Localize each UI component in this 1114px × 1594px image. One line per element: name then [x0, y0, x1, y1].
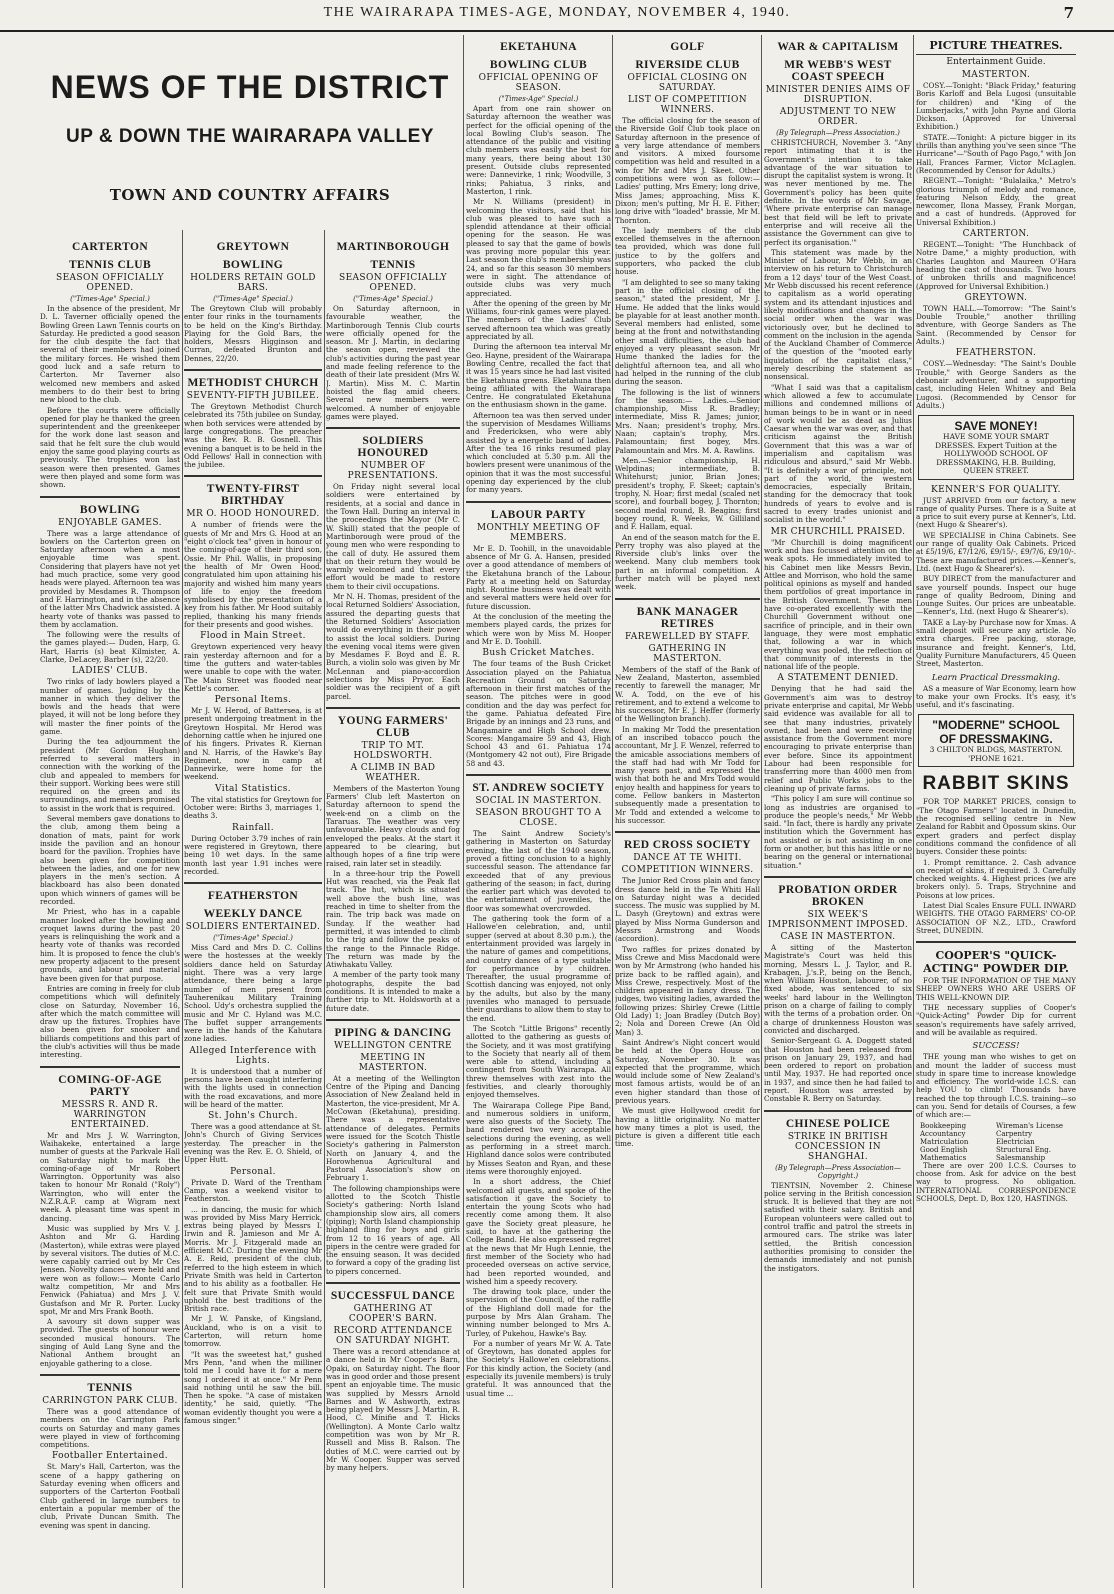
kenner-ad: TAKE a Lay-by Purchase now for Xmas. A small deposit will secure any article. No extra charges. Free packing, storage, insurance and freight. Kenner's, Ltd, Quality Furniture Manufacturers, 45 Queen Street, Masterton.: [916, 617, 1076, 669]
article-paragraph: There was a large attendance of bowlers on the Carterton green on Saturday afternoon when a most enjoyable time was spent. Considering that players have not yet had much practice, some very good heads were played. Afternoon tea was provided by Mesdames R. Thompson and F. Harrington, and in the absence of the latter Mrs Chadwick assisted. A hearty vote of thanks was passed to them by acclamation.: [40, 528, 180, 629]
article-paragraph: TIENTSIN, November 2. Chinese police serving in the British concession struck. It is believed that they are not satisfied with their salary. British and European volunteers were called out to control traffic and patrol the streets in armoured cars. The strike was later settled, the British concession authorities promising to consider the demands immediately and not punish the instigators.: [764, 1180, 912, 1273]
article-paragraph: A savoury sit down supper was provided. The guests of honour were seconded musical honours. The singing of Auld Lang Syne and the National Anthem brought an enjoyable gathering to a close.: [40, 1317, 180, 1368]
article-paragraph: In a three-hour trip the Powell Hut was reached, via the Peak flat track. The hut, which is situated well above the bush line, was reached in time to shelter from the rain. The trip back was made on Sunday. If the weather had permitted, it was intended to climb to the trig and follow the peaks of the range to the Pinnacle Ridge. The return was made by the Atiwhakatu Valley.: [326, 868, 460, 970]
article-paragraph: The Wairarapa College Pipe Band, and numerous soldiers in uniform, were also guests of the Society. The band rendered two very acceptable selections during the evening, as well as performing in a street march. Highland dance solos were contributed by Misses Seaton and Ryan, and these items were thoroughly enjoyed.: [466, 1100, 611, 1176]
article-paragraph: Two rinks of lady bowlers played a number of games. Judging by the manner in which they deliver the bowls and the heads that were played, it will not be long before they will master the finer points of the game.: [40, 677, 180, 737]
article-subhead: ADJUSTMENT TO NEW ORDER.: [779, 107, 897, 127]
article-subhead: Personal Items.: [214, 695, 292, 706]
course-item: Structural Eng.: [996, 1145, 1052, 1154]
section-rule: [184, 475, 322, 477]
kenner-ad: BUY DIRECT from the manufacturer and save yourself pounds. Inspect our huge range of quality Bedroom, Dining and Lounge Suites. Our prices are unbeatable.—Kenner's, Ltd. (next Hugo & Shearer's).: [916, 574, 1076, 617]
cinema-listing: COSY.—Tonight: "Black Friday," featuring Boris Karloff and Bela Lugosi (unsuitable for children) and "King of the Lumberjacks," with John Payne and Gloria Dickson. (Approved for Universal Exhibition.): [916, 81, 1076, 132]
article-paragraph: The Saint Andrew Society's gathering in Masterton on Saturday evening, the last of the 1940 season, proved a fitting conclusion to a highly successful season. The attendance far exceeded that of any previous gathering of the season; in fact, during the earlier part which was devoted to the entertainment of juveniles, the floor was somewhat overcrowded.: [466, 829, 611, 913]
article-paragraph: Men.—Senior championship, H. Welpdinas; intermediate, B. Whitehurst; junior, Brian Jones; president's trophy, F. Skeet; captain's trophy, N. Hoar; first medal (scaled net score), and fourball bogey, J. Thornton; second medal round, B. Beagins; first bogey round, R. Weeks, W. Gilliland and F. Hallam, equal.: [615, 455, 760, 532]
section-rule: [326, 707, 460, 709]
article-paragraph: The Junior Red Cross plain and fancy dress dance held in the Te Whiti Hall on Saturday night was a decided success. The music was supplied by M. L. Dasyh (Greytown) and extras were played by Miss Norma Gunderson and Messrs Armstrong and Woods (accordion).: [615, 876, 760, 944]
article-headline: GOLF: [670, 41, 705, 53]
article-subhead: CASE IN MASTERTON.: [780, 931, 896, 942]
article-paragraph: A sitting of the Masterton Magistrate's Court was held this morning, Messrs L. J. Taylor, and R. Krabagen, J.'s.P., being on the Bench, when William Houston, labourer, of no fixed abode, was sentenced to six weeks' hard labour in the Wellington prison on a charge of failing to comply with the terms of a probation order. On a charge of drunkenness Houston was convicted and discharged.: [764, 942, 912, 1035]
column-greytown: [184, 235, 322, 1588]
kenner-ad: WE SPECIALISE in China Cabinets. See our range of quality Oak Cabinets. Priced at £5/19/6, £7/12/6, £9/15/-, £9/7/6, £9/10/-. These are manufactured prices.—Kenner's, Ltd. (next Hugo & Shearer's).: [916, 530, 1076, 573]
masthead-title: NEWS OF THE DISTRICT: [50, 69, 450, 105]
cinema-listing: REGENT.—Tonight: "The Hunchback of Notre Dame," a mighty production, with Charles Laughton and Maureen O'Hara heading the cast of thousands. Two hours of unbroken thrills and magnificence! (Approved for Universal Exhibition.): [916, 240, 1076, 291]
article-headline: TENNIS CLUB: [68, 259, 152, 271]
article-subhead: LADIES' CLUB.: [72, 666, 148, 677]
article-subhead: OFFICIAL OPENING OF SEASON.: [478, 73, 599, 93]
article-credit: (By Telegraph—Press Association—Copyright.): [775, 1163, 901, 1180]
article-paragraph: The following is the list of winners for the season:— Ladies.—Senior championship, Miss R. Bradley; intermediate, Miss R. James; junior, Mrs. Naan; president's trophy, Mrs. Naan; captain's trophy, Mrs. Palamountain; first bogey, Mrs. Palamountain and Mrs. M. A. Rawlins.: [615, 387, 760, 455]
section-rule: [184, 882, 322, 884]
article-paragraph: Members of the staff of the Bank of New Zealand, Masterton, assembled recently to farewell the manager, Mr W. A. Todd, on the eve of his retirement, and to extend a welcome to his successor, Mr E. J. Heffer (formerly of the Wellington branch).: [615, 664, 760, 724]
article-paragraph: "What I said was that a capitalism which allowed a few to accumulate millions and condemned millions of human beings to be in want or in need of work would be as dead as Julius Caesar when the war was over, and that criticism against the British Government that this was a war of imperialism and capitalism was ridiculous and absurd," said Mr Webb. "It is definitely a war of principle, not part of the world, the western democracies, especially Britain, standing for the democracy that took hundreds of years to evolve and is sacred to every trades unionist and socialist in the world.": [764, 382, 912, 525]
article-paragraph: The Greytown Methodist Church celebrated its 75th jubilee on Sunday, when both services were attended by large congregations. The preacher was the Rev. R. B. Gosnell. This evening a banquet is to be held in the Odd Fellows' Hall in connection with the jubilee.: [184, 402, 322, 470]
article-subhead: GATHERING AT COOPER'S BARN.: [348, 1304, 438, 1325]
section-rule: [466, 501, 611, 503]
article-credit: ("Times-Age" Special.): [498, 95, 579, 103]
article-subhead: SEASON OFFICIALLY OPENED.: [56, 273, 164, 293]
section-rule: [184, 369, 322, 371]
article-subhead: Vital Statistics.: [214, 783, 292, 794]
article-paragraph: Music was supplied by Mrs V. J. Ashton and Mr G. Harding (Masterton), while extras were played by several visitors. The duties of M.C. were capably carried out by Mr Ces Jensen. Novelty dances were held and were won as follow:— Monte Carlo waltz competition, Mr and Mrs Fenwick (Pahiatua) and Mrs J. V. Gustafson and Mr R. Porter. Lucky spot, Mr and Mrs Frank Booth.: [40, 1223, 180, 1316]
courses-list: [916, 1122, 1076, 1162]
article-subhead: Alleged Interference with Lights.: [189, 1045, 317, 1066]
column-rule: [463, 35, 464, 1588]
dressmaking-address: 3 CHILTON BLDGS, MASTERTON. 'PHONE 1621.: [929, 745, 1063, 763]
article-headline: SUCCESSFUL DANCE: [330, 1290, 456, 1303]
course-item: Carpentry: [996, 1129, 1033, 1138]
article-headline: TENNIS: [87, 1381, 133, 1394]
rabbit-skins-body: FOR TOP MARKET PRICES, consign to "The Otago Farmers" located in Dunedin, the recognised selling centre in New Zealand for Rabbit and Opossum skins. Our expert graders and perfect display conditions command the confidence of all buyers. Consider these points:: [916, 797, 1076, 857]
article-paragraph: Mr N. H. Thomas, president of the local Returned Soldiers' Association, assured the departing guests that the Returned Soldiers' Association would do everything in their power to assist the local soldiers. During the evening vocal items were given by Mesdames F. Boyd and E. R. Burch, a violin solo was given by Mr McLennan and piano-accordion selections by Miss Pryor. Each soldier was the recipient of a gift parcel.: [326, 592, 460, 701]
article-paragraph: ... in dancing, the music for which was provided by Miss Mary Herrick, extras being played by Messrs I. Irwin and R. Jamieson and Mr A. Morris. Mr J. Fitzgerald made an efficient M.C. During the evening Mr A. E. Reid, president of the club, referred to the high esteem in which Private Smith was held in Carterton and to his ability as a footballer. He felt sure that Private Smith would uphold the best traditions of the British race.: [184, 1204, 322, 1314]
masthead: [40, 35, 460, 230]
article-headline: ST. ANDREW SOCIETY: [472, 782, 605, 795]
article-subhead: MR CHURCHILL PRAISED.: [770, 526, 906, 537]
article-credit: ("Times-Age" Special.): [70, 295, 150, 303]
advertisements-column: [916, 35, 1076, 1588]
page-header-title: THE WAIRARAPA TIMES-AGE, MONDAY, NOVEMBER 4, 1940.: [323, 5, 791, 20]
article-paragraph: "It was the sweetest hat," gushed Mrs Penn, "and when the milliner told me I could have it for a mere song I ordered it at once." Mr Penn said nothing until he saw the bill. Then he spoke. "A case of mistaken identity," he said, quietly. "The woman evidently thought you were a famous singer.": [184, 1349, 322, 1425]
column-rule: [324, 230, 325, 1588]
cinema-town: FEATHERSTON.: [955, 348, 1037, 359]
article-headline: PIPING & DANCING: [334, 1026, 452, 1039]
article-subhead: Bush Cricket Matches.: [482, 648, 595, 659]
article-paragraph: Saint Andrew's Night concert would be held at the Opera House on Saturday, November 30. It was expected that the programme, which would include some of New Zealand's most famous artists, would be of an even higher standard than those of previous years.: [615, 1037, 760, 1105]
column-war-capitalism: [764, 35, 912, 1588]
article-paragraph: The four teams of the Bush Cricket Association played on the Pahiatua Recreation Ground on Saturday afternoon in their first matches of the season. The pitches were in good condition and the day was perfect for the game. Pahiatua defeated Fire Brigade by an innings and 23 runs, and Mangamaire and High School drew. Scores: Mangamaire 59 and 43, High School 43 and 61. Pahiatua 174 (Montgomery 42 not out), Fire Brigade 58 and 43.: [466, 659, 611, 768]
article-headline: COMING-OF-AGE PARTY: [58, 1073, 162, 1098]
article-paragraph: Members of the Masterton Young Farmers' Club left Masterton on Saturday afternoon to spend the week-end on a climb on the Tararuas. The weather was very unfavourable. Heavy clouds and fog enveloped the peaks. At the start it appeared to be clearing, but although hopes of a fine trip were raised, rain later set in steadily.: [326, 783, 460, 868]
cooper-lead: FOR THE INFORMATION OF THE MANY SHEEP OWNERS WHO ARE USERS OF THIS WELL-KNOWN DIP.: [916, 976, 1076, 1002]
article-credit: ("Times-Age" Special.): [353, 295, 433, 303]
section-rule: [916, 941, 1076, 943]
article-paragraph: The following were the results of the games played:— Duden, Harp, G. Hart, Harris (s) beat Kilmister, A. Clarke, DeLacey, Barber (s), 22/20.: [40, 630, 180, 664]
article-paragraph: Mr and Mrs J. W. Warrington, Waihakeke, entertained a large number of guests at the Parkvale Hall on Saturday night to mark the coming-of-age of Mr Robert Warrington. Opportunity was also taken to honour Mr Ronald ("Roly") Warrington, who will enter the N.Z.R.A.F. camp at Wigram next week. A pleasant time was spent in dancing.: [40, 1130, 180, 1223]
article-paragraph: "Mr Churchill is doing magnificent work and has focussed attention on the weak spots. He immediately invited to his Cabinet men like Messrs Bevin, Attlee and Morrison, who hold the same political opinions as myself and handed them portfolios of great importance in the British Government. These men have co-operated excellently with the Churchill Government without one sacrifice of principle, and in their own language, they were most emphatic that, following a war in which everything was pooled, the reflection of that community of interests in the national life of the people.: [764, 537, 912, 672]
article-subhead: FAREWELLED BY STAFF.: [624, 631, 751, 642]
section-rule: [615, 598, 760, 600]
course-item: Matriculation: [920, 1137, 969, 1146]
article-subhead: OFFICIAL CLOSING ON SATURDAY.: [627, 73, 748, 93]
article-paragraph: Entries are coming in freely for club competitions which will definitely close on Saturday, November 16, after which the match committee will draw up the fixtures. Trophies have also been given for snooker and billiards competitions and this part of the club's activities will thus be made interesting.: [40, 983, 180, 1060]
article-paragraph: Apart from one rain shower on Saturday afternoon the weather was perfect for the official opening of the local Bowling Club's season. The attendance of the public and visiting club members was easily the best for many years, there being about 130 present. Outside clubs represented were: Dannevirke, 1 rink; Woodville, 3 rinks; Pahiatua, 3 rinks, and Masterton, 1 rink.: [466, 104, 611, 196]
kenner-title: KENNER'S FOR QUALITY.: [931, 484, 1061, 495]
article-paragraph: The Greytown Club will probably enter four rinks in the tournaments to be held on the King's Birthday. Playing for the Gold Bars, the holders, Messrs Higginson and Curran, defeated Brunton and Dennes, 22/20.: [184, 304, 322, 363]
article-paragraph: Senior-Sergeant G. A. Doggett stated that Houston had been released from prison on January 29, 1937, and had been ordered to report on probation until May, 1937. He had reported once in 1937, and since then he had failed to report. Houston was arrested by Constable R. Berry on Saturday.: [764, 1036, 912, 1104]
article-paragraph: In the absence of the president, Mr D. L. Taverner officially opened the Bowling Green Lawn Tennis courts on Saturday. He predicted a good season for the club despite the fact that several of their members had joined the military forces. He wished them good luck and a safe return to Carterton. Mr Taverner also welcomed new members and asked members to do their best to bring new blood to the club.: [40, 304, 180, 405]
article-credit: ("Times-Age" Special.): [213, 295, 293, 303]
cinema-town: CARTERTON.: [962, 229, 1030, 240]
article-paragraph: CHRISTCHURCH, November 3. "Any report intimating that it is the Government's intention to take advantage of the war situation to disrupt the capitalist system is wrong. It was never mentioned by me. The Government's policy has been quite definite. In the words of Mr Savage, 'Where private enterprise can manage best that field will be left to private enterprise and will receive all the assistance the Government can give to perfect its organisation.'": [764, 138, 912, 247]
course-item: Salesmanship: [996, 1153, 1046, 1162]
save-money-body: HAVE SOME YOUR SMART DRESSES. Expert Tuition at the HOLLYWOOD SCHOOL OF DRESSMAKING, H.B. Building, QUEEN STREET.: [935, 432, 1057, 476]
article-paragraph: St. Mary's Hall, Carterton, was the scene of a happy gathering on Saturday evening when officers and supporters of the Carterton Football Club gathered in large numbers to entertain a popular member of the club, Private Duncan Smith. The evening was spent in dancing.: [40, 1462, 180, 1530]
article-subhead: COMPETITION WINNERS.: [621, 865, 754, 876]
article-paragraph: There was a good attendance at St. John's Church of Giving Services yesterday. The preacher in the evening was the Rev. E. O. Shield, of Upper Hutt.: [184, 1122, 322, 1165]
article-paragraph: In a short address, the Chief welcomed all guests, and spoke of the satisfaction it gave the Society to entertain the young Scots who had recently come among them. It also gave the Society great pleasure, he said, to have at the gathering the College Band. He also expressed regret at the news that Mr Hugh Lennie, the first member of the Society who had proceeded overseas on active service, had been reported wounded, and wished him a speedy recovery.: [466, 1177, 611, 1286]
rabbit-skins-title: RABBIT SKINS: [922, 773, 1070, 795]
cinema-title: PICTURE THEATRES.: [916, 39, 1076, 55]
article-subhead: St. John's Church.: [208, 1111, 298, 1122]
article-subhead: SEASON BROUGHT TO A CLOSE.: [475, 808, 602, 829]
article-paragraph: The following championships were allotted to the Scotch Thistle Society's gathering: North Island championship slow airs, all comers (piping); North Island championship highland fling for boys and girls from 12 to 16 years of age. All pipers in the centre were graded for the ensuing season. It was decided to forward a copy of the grading list to pipers concerned.: [326, 1183, 460, 1276]
cinema-listing: TOWN HALL.—Tomorrow: "The Saint's Double Trouble," another thrilling adventure, with George Sanders as The Saint. (Recommended by Censor for Adults.): [916, 303, 1076, 347]
article-subhead: NUMBER OF PRESENTATIONS.: [347, 461, 439, 482]
course-item: Bookkeeping: [920, 1121, 967, 1130]
article-paragraph: "This policy I am sure will continue so long as industries are organised to produce the people's needs," Mr Webb said. "In fact, there is hardly any private institution which the Government has not assisted or is not assisting in one form or another, but this has little or no bearing on the general or international situation.": [764, 794, 912, 870]
article-headline: METHODIST CHURCH: [187, 377, 319, 390]
article-subhead: GATHERING IN MASTERTON.: [648, 643, 727, 664]
column-martinborough: [326, 235, 460, 1588]
success-body: THE young man who wishes to get on and mount the ladder of success must study in spare time to increase knowledge and efficiency. The world-wide I.C.S. can help YOU to climb! Thousands have reached the top through I.C.S. training—so can you. Send for details of Courses, a few of which are:—: [916, 1052, 1076, 1120]
article-subhead: RECORD ATTENDANCE ON SATURDAY NIGHT.: [333, 1326, 453, 1347]
success-title: SUCCESS!: [972, 1041, 1020, 1052]
column-rule: [913, 35, 914, 1588]
cooper-title: COOPER'S "QUICK-ACTING" POWDER DIP.: [923, 949, 1069, 976]
article-headline: BOWLING: [222, 259, 284, 271]
course-item: Accountancy: [920, 1129, 966, 1138]
article-paragraph: During the afternoon tea interval Mr Geo. Hayne, president of the Wairarapa Bowling Centre, recalled the fact that it was 15 years since he had last visited the Eketahuna greens. Eketahuna then being affiliated with the Wairarapa Centre. He congratulated Eketahuna on the enthusiasm shown in the game.: [466, 342, 611, 410]
cinema-subtitle: Entertainment Guide.: [946, 57, 1046, 67]
article-headline: MARTINBOROUGH: [336, 241, 450, 253]
article-headline: BOWLING: [79, 503, 141, 516]
article-subhead: SEASON OFFICIALLY OPENED.: [339, 273, 447, 293]
article-paragraph: An end of the season match for the E. Perry trophy was also played at the Riverside club's links over the weekend. Many club members took part in an informal competition. A further match will be played next week.: [615, 532, 760, 592]
article-headline: BOWLING CLUB: [489, 59, 588, 71]
article-paragraph: It is understood that a number of persons have been caught interfering with the lights used in connection with the road excavations, and more will be heard of the matter.: [184, 1066, 322, 1109]
article-paragraph: Private D. Ward of the Trentham Camp, was a weekend visitor to Featherston.: [184, 1177, 322, 1204]
article-subhead: MONTHLY MEETING OF MEMBERS.: [476, 522, 601, 543]
article-subhead: Flood in Main Street.: [200, 631, 306, 642]
article-paragraph: Two raffles for prizes donated by Miss Crewe and Miss Macdonald were won by Mr Armstrong (who handed his prize back to be raffled again), and Miss Crewe, respectively. Most of the children appeared in fancy dress. The judges, two visiting ladies, awarded the following prizes: Shirley Crewe (Little Old Lady) 1; Joan Bradley (Dutch Boy) 2; Nola and Doreen Crewe (An Old Man) 3.: [615, 944, 760, 1037]
dressmaking-school-ad: [918, 714, 1074, 767]
article-paragraph: The official closing for the season of the Riverside Golf Club took place on Saturday afternoon in the presence of a very large attendance of members and visitors. A mixed foursome competition was held and resulted in a win for Mr and Mrs J. Skeet. Other competitions were won as follow:— Ladies' putting, Mrs Emery; long drive, Miss James; approaching, Miss K. Dixon; men's putting, Mr H. E. Fither; long drive with "loaded" brassie, Mr M. Thornton.: [615, 116, 760, 225]
article-headline: PROBATION ORDER BROKEN: [778, 883, 898, 908]
article-headline: GREYTOWN: [216, 241, 290, 253]
article-subhead: WELLINGTON CENTRE: [334, 1040, 452, 1051]
article-subhead: A CLIMB IN BAD WEATHER.: [350, 762, 436, 783]
article-headline: RED CROSS SOCIETY: [624, 839, 751, 852]
article-headline: BANK MANAGER RETIRES: [636, 605, 739, 630]
article-paragraph: "I am delighted to see so many taking part in the official closing of the season," stated the president, Mr J. Hume. He added that the links would be playable for at least another month. Several members had enlisted, some being at the front and notwithstanding other small difficulties, the club had enjoyed a very pleasant season. Mr Hume thanked the ladies for the delightful afternoon tea, and all who had helped in the running of the club during the season.: [615, 277, 760, 387]
course-item: Wireman's License: [996, 1121, 1064, 1130]
section-rule: [40, 1374, 180, 1376]
course-item: Electrician: [996, 1137, 1035, 1146]
article-subhead: DANCE AT TE WHITI.: [633, 853, 742, 864]
article-paragraph: Several members gave donations to the club, among them being a donation of mats, paint for work inside the pavilion and an honour board for the pavilion. Trophies have also been given for competition between the ladies, and one for new players in the men's section. A blackboard has also been donated upon which winners of games will be recorded.: [40, 814, 180, 906]
article-subhead: SOCIAL IN MASTERTON.: [475, 796, 602, 807]
article-headline: LABOUR PARTY: [490, 508, 587, 521]
cinema-town: GREYTOWN.: [964, 292, 1028, 303]
cooper-body: THE necessary supplies of Cooper's "Quick-Acting" Powder Dip for current season's requirements have safely arrived, and will be available as required.: [916, 1003, 1076, 1037]
section-rule: [326, 1282, 460, 1284]
article-paragraph: Afternoon tea was then served under the supervision of Mesdames Williams and Fredericksen, who were ably assisted by a energetic band of ladies. After the tea 16 rinks resumed play which concluded at 5.30 p.m. All the bowlers present were unanimous of the opinion that it was the most successful opening day experienced by the club for many years.: [466, 410, 611, 495]
article-paragraph: During October 3.79 inches of rain were registered in Greytown, there being 10 wet days. In the same month last year 1.91 inches were recorded.: [184, 833, 322, 876]
article-subhead: SOLDIERS ENTERTAINED.: [185, 922, 321, 933]
article-paragraph: The Scotch "Little Brigons" recently allotted to the gathering as guests of the Society, and it was most gratifying to the Society that nearly all of them were able to attend, including a contingent from South Wairarapa. All threw themselves with zest into the festivities, and clearly thoroughly enjoyed themselves.: [466, 1023, 611, 1100]
masthead-subtitle: UP & DOWN THE WAIRARAPA VALLEY: [66, 126, 434, 147]
dressmaking-title: Learn Practical Dressmaking.: [931, 672, 1061, 683]
article-paragraph: Mr E. D. Toohill, in the unavoidable absence of Mr G. A. Hansen, presided over a good attendance of members of the Eketahuna branch of the Labour Party at a meeting held on Saturday night. Routine business was dealt with and several matters were held over for future discussion.: [466, 543, 611, 611]
article-subhead: Rainfall.: [232, 822, 274, 833]
rabbit-skins-points: 1. Prompt remittance. 2. Cash advance on receipt of skins, if required. 3. Carefully checked weights. 4. Highest prices (we are brokers only). 5. Traps, Strychnine and Poisons at low prices.: [916, 857, 1076, 900]
article-paragraph: A member of the party took many photographs, despite the bad conditions. It is intended to make a further trip to Mt. Holdsworth at a future date.: [326, 970, 460, 1013]
article-paragraph: Mr Priest, who has in a capable manner looked after the bowling and croquet lawns during the past 20 years is relinquishing the work and a hearty vote of thanks was recorded him. It is proposed to fence the club's new property adjacent to the present grounds, and labour and material have been given for that purpose.: [40, 907, 180, 983]
section-rule: [326, 1019, 460, 1021]
article-paragraph: There was a record attendance at a dance held in Mr Cooper's Barn, Opaki, on Saturday night. The floor was in good order and those present spent an enjoyable time. The music was supplied by Messrs Arnold Barnes and W. Ashworth, extras being played by Messrs J. Martin, R. Hood, C. Minifie and T. Hicks (Wellington). A Monte Carlo waltz competition was won by Mr R. Russell and Miss B. Ralson. The duties of M.C. were carried out by Mr W. Cooper. Supper was served by many helpers.: [326, 1347, 460, 1473]
article-headline: EKETAHUNA: [500, 41, 577, 53]
article-paragraph: For a number of years Mr W. A. Tate of Greytown, has donated apples for the Society's Hallowe'en celebrations. For this kindly action, the Society (and especially its juvenile members) is truly grateful. It was announced that the usual time ...: [466, 1338, 611, 1398]
column-carterton: [40, 235, 180, 1588]
article-headline: CHINESE POLICE: [785, 1117, 891, 1130]
article-headline: TWENTY-FIRST BIRTHDAY: [206, 483, 300, 508]
article-credit: (By Telegraph—Press Association.): [776, 129, 900, 137]
article-paragraph: The drawing took place, under the supervision of the Council, of the raffle of the Highland doll made for the purpose by Mrs Alan Graham. The winning number belonged to Mrs A. Turley, of Pukehou, Hawke's Bay.: [466, 1287, 611, 1338]
article-paragraph: Denying that he had said the Government's aim was to destroy private enterprise and capital, Mr Webb said evidence was available for all to see that many industries, privately owned, had been and were receiving assistance from the Government more encouraging to private enterprise than ever before. Since its appointment Labour had been responsible for transferring more than 4000 men from relief and Public Works jobs to the cleaning up of private farms.: [764, 684, 912, 793]
article-subhead: MINISTER DENIES AIMS OF DISRUPTION.: [765, 85, 911, 105]
article-paragraph: At the conclusion of the meeting the members played cards, the prizes for which were won by Miss M. Hooper and Mr E. D. Toohill.: [466, 612, 611, 646]
article-headline: WEEKLY DANCE: [203, 908, 303, 921]
article-paragraph: Mr J. W. Panske, of Kingsland, Auckland, who is on a visit to Carterton, will return home tomorrow.: [184, 1314, 322, 1349]
article-subhead: Footballer Entertained.: [52, 1451, 168, 1462]
success-footer: There are over 200 I.C.S. Courses to choose from. Ask for advice on the best way to progress. No obligation. INTERNATIONAL CORRESPONDENCE SCHOOLS, Dept. D, Box 120, HASTINGS.: [916, 1160, 1076, 1203]
article-subhead: HOLDERS RETAIN GOLD BARS.: [190, 273, 316, 293]
article-paragraph: On Saturday afternoon, in favourable weather, the Martinborough Tennis Club courts were officially opened for the season. Mr J. Martin, in declaring the season open, reviewed the club's activities during the past year and made feeling reference to the death of their late president (Mrs W. J. Martin). Miss M. C. Martin hoisted the flag amid cheers. Several new members were welcomed. A number of enjoyable games were played.: [326, 304, 460, 421]
article-paragraph: At a meeting of the Wellington Centre of the Piping and Dancing Association of New Zealand held in Masterton, the vice-president, Mr A. McCowan (Eketahuna), presiding. There was a representative attendance of delegates. Permits were issued for the Scotch Thistle Society's gathering in Palmerston North on January 4, and the Horowhenua Agricultural and Pastoral Association's show on February 1.: [326, 1073, 460, 1183]
article-headline: SOLDIERS HONOURED: [357, 435, 429, 460]
article-headline: FEATHERSTON: [207, 890, 299, 903]
article-credit: ("Times-Age" Special.): [213, 934, 293, 943]
article-subhead: LIST OF COMPETITION WINNERS.: [627, 95, 748, 115]
section-rule: [764, 1110, 912, 1112]
section-rule: [466, 774, 611, 776]
article-paragraph: A number of friends were the guests of Mr and Mrs G. Hood at an "eight o'clock tea" given in honour of the coming-of-age of their third son, Ossie. Mr Phil. Wallis, in proposing the health of Mr Owen Hood, congratulated him upon attaining his majority and wished him many years of life to enjoy the freedom symbolised by the presentation of a key from his father. Mr Hood suitably replied, thanking his many friends for their presents and good wishes.: [184, 520, 322, 630]
article-paragraph: Mr J. W. Herod, of Battersea, is at present undergoing treatment in the Greytown Hospital. Mr Herod was dehorning cattle when he injured one of his fingers. Privates R. Kiernan and N. Harris, of the Hawke's Bay Regiment, now in camp at Dannevirke, were home for the weekend.: [184, 706, 322, 782]
article-headline: TENNIS: [370, 259, 416, 271]
course-item: Mathematics: [920, 1153, 967, 1162]
article-paragraph: The vital statistics for Greytown for October were: Births 3, marriages 1, deaths 3.: [184, 794, 322, 821]
article-subhead: TRIP TO MT. HOLDSWORTH.: [353, 740, 433, 761]
cinema-listing: COSY.—Wednesday: "The Saint's Double Trouble," with George Sanders as the debonair adventurer, and a supporting cast, including Helen Whitney and Bela Lugosi. (Recommended by Censor for Adults.): [916, 359, 1076, 410]
article-headline: RIVERSIDE CLUB: [635, 59, 740, 71]
article-subhead: CARRINGTON PARK CLUB.: [42, 1395, 178, 1406]
article-paragraph: This statement was made by the Minister of Labour, Mr Webb, in an interview on his return to Christchurch from a 12 days' tour of the West Coast. Mr Webb discussed his recent reference to capitalism as a world operating system and its attendant injustices and likely modifications and changes in the social order when the war was victoriously over, but he declined to comment on the inclusion in the agenda of the Auckland Chamber of Commerce of the question of the "mooted early liquidation of the capitalist class," merely describing the statement as nonsensical.: [764, 247, 912, 382]
article-paragraph: On Friday night several local soldiers were entertained by residents, at a social and dance in the Town Hall. During an interval in the proceedings the Mayor (Mr C. W. Skill) stated that the people of Martinborough were proud of the young men who were responding to the call of duty. He assured them that on their return they would be warmly welcomed and that every effort would be made to restore them to their civil occupations.: [326, 482, 460, 591]
save-money-ad: [918, 415, 1074, 480]
article-paragraph: Mr N. Williams (president) in welcoming the visitors, said that his club was pleased to have such a splendid attendance at their official opening for the season. He was pleased to say that the game of bowls was proving more popular this year. Last season the club's membership was 24, and so far this season 30 members were in sight. The attendance of outside clubs was very much appreciated.: [466, 197, 611, 298]
article-paragraph: Miss Card and Mrs D. C. Collins were the hostesses at the weekly soldiers dance held on Saturday night. There was a very large attendance, there being a large number of men present from Tauherenikau Military Training School. Udy's orchestra supplied the music and Mr C. Hyland was M.C. The buffet supper arrangements were in the hands of the Kahutara zone ladies.: [184, 943, 322, 1044]
dressmaking-body: AS a measure of War Economy, learn how to make your own Frocks. It's easy, it's useful, and it's fascinating.: [916, 683, 1076, 710]
article-paragraph: After the opening of the green by Mr Williams, four-rink games were played. The members of the Ladies' Club served afternoon tea which was greatly appreciated by all.: [466, 298, 611, 342]
column-rule: [761, 35, 762, 1588]
article-paragraph: During the tea adjournment the president (Mr Gordon Hughan) referred to several matters in connection with the working of the club and appealed to members for their support. Working bees were still required on the green and its surroundings, and members promised to assist in the work that is required.: [40, 737, 180, 813]
cinema-town: MASTERTON.: [961, 70, 1031, 80]
article-paragraph: In making Mr Todd the presentation of an inscribed tobacco pouch the accountant, Mr J. F. Wenzel, referred to the amicable associations members of the staff had had with Mr Todd for many years past, and expressed the wish that both he and Mrs Todd would enjoy health and happiness for years to come. Fellow bankers in Masterton subsequently made a presentation to Mr Todd and extended a welcome to his successor.: [615, 724, 760, 825]
section-rule: [40, 1066, 180, 1068]
article-paragraph: Before the courts were officially opened for play he thanked the green superintendent and the greenkeeper for the work done last season and said that he felt sure the club would enjoy the same good playing courts as previously. The trophies won last season were then presented. Games were then played and some form was shown.: [40, 405, 180, 490]
article-subhead: A STATEMENT DENIED.: [777, 673, 899, 684]
article-subhead: Personal.: [230, 1166, 276, 1177]
section-rule: [40, 496, 180, 498]
save-money-title: SAVE MONEY!: [954, 419, 1038, 434]
article-headline: CARTERTON: [71, 241, 149, 253]
column-eketahuna: [466, 35, 611, 1588]
section-rule: [764, 876, 912, 878]
page-number: 7: [1063, 4, 1074, 22]
article-paragraph: Greytown experienced very heavy rain yesterday afternoon and for a time the gutters and water-tables were unable to cope with the water. The Main Street was flooded near Kettle's corner.: [184, 642, 322, 693]
cinema-listing: STATE.—Tonight: A picture bigger in its thrills than anything you've seen since "The Hurricane"—"South of Pago Pago," with Jon Hall, Frances Farmer, Victor McLaglen. (Recommended by Censor for Adults.): [916, 132, 1076, 175]
article-headline: WAR & CAPITALISM: [777, 41, 899, 53]
article-headline: MR WEBB'S WEST COAST SPEECH: [784, 59, 892, 83]
article-paragraph: There was a good attendance of members on the Carrington Park courts on Saturday and many games were played in view of forthcoming competitions.: [40, 1406, 180, 1450]
article-headline: YOUNG FARMERS' CLUB: [337, 714, 449, 739]
article-subhead: ENJOYABLE GAMES.: [58, 517, 162, 528]
section-rule: [615, 831, 760, 833]
dressmaking-school: "MODERNE" SCHOOL OF DRESSMAKING.: [932, 718, 1060, 747]
column-golf: [615, 35, 760, 1588]
page-header: [0, 0, 1114, 32]
column-rule: [612, 35, 613, 1588]
article-paragraph: We must give Hollywood credit for having a little originality. No matter how many times a plot is used, the picture is given a different title each time.: [615, 1106, 760, 1149]
section-rule: [326, 427, 460, 429]
masthead-section: TOWN AND COUNTRY AFFAIRS: [109, 186, 391, 204]
article-subhead: MESSRS R. AND R. WARRINGTON ENTERTAINED.: [61, 1099, 159, 1130]
article-subhead: MR O. HOOD HONOURED.: [186, 509, 320, 520]
kenner-ad: JUST ARRIVED from our factory, a new range of quality Purses. There is a Suite at a price to suit every purse at Kenner's, Ltd. (next Hugo & Shearer's).: [916, 495, 1076, 530]
column-rule: [182, 230, 183, 1588]
rabbit-skins-footer: Latest Dial Scales Ensure FULL INWARD WEIGHTS. THE OTAGO FARMERS' CO-OP. ASSOCIATION OF N.Z., LTD., Crawford Street, DUNEDIN.: [916, 900, 1076, 935]
article-subhead: SEVENTY-FIFTH JUBILEE.: [186, 391, 320, 402]
article-paragraph: The gathering took the form of a Hallowe'en celebration, and, until supper (served at about 8.30 p.m.), the entertainment provided was largely in the nature of games and competitions, and country dances of a type suitable for performance by children. Thereafter, the usual programme of Scottish dancing was enjoyed, not only by the adults, but also by the many juveniles who managed to persuade their guardians to allow them to stay to the end.: [466, 914, 611, 1023]
article-subhead: SIX WEEK'S IMPRISONMENT IMPOSED.: [767, 909, 909, 930]
course-item: Good English: [920, 1145, 968, 1154]
article-subhead: MEETING IN MASTERTON.: [358, 1052, 428, 1073]
article-paragraph: The lady members of the club excelled themselves in the afternoon tea provided, which was done full justice to by the golfers and supporters, who packed the club house.: [615, 225, 760, 277]
cinema-listing: REGENT.—Tonight: "Bulalaika," Metro's glorious triumph of melody and romance, featuring Nelson Eddy, the great newcomer, Ilona Massey, Frank Morgan, and a cast of hundreds. (Approved for Universal Exhibition.): [916, 176, 1076, 227]
article-subhead: STRIKE IN BRITISH CONCESSION IN SHANGHAI.: [787, 1131, 889, 1162]
